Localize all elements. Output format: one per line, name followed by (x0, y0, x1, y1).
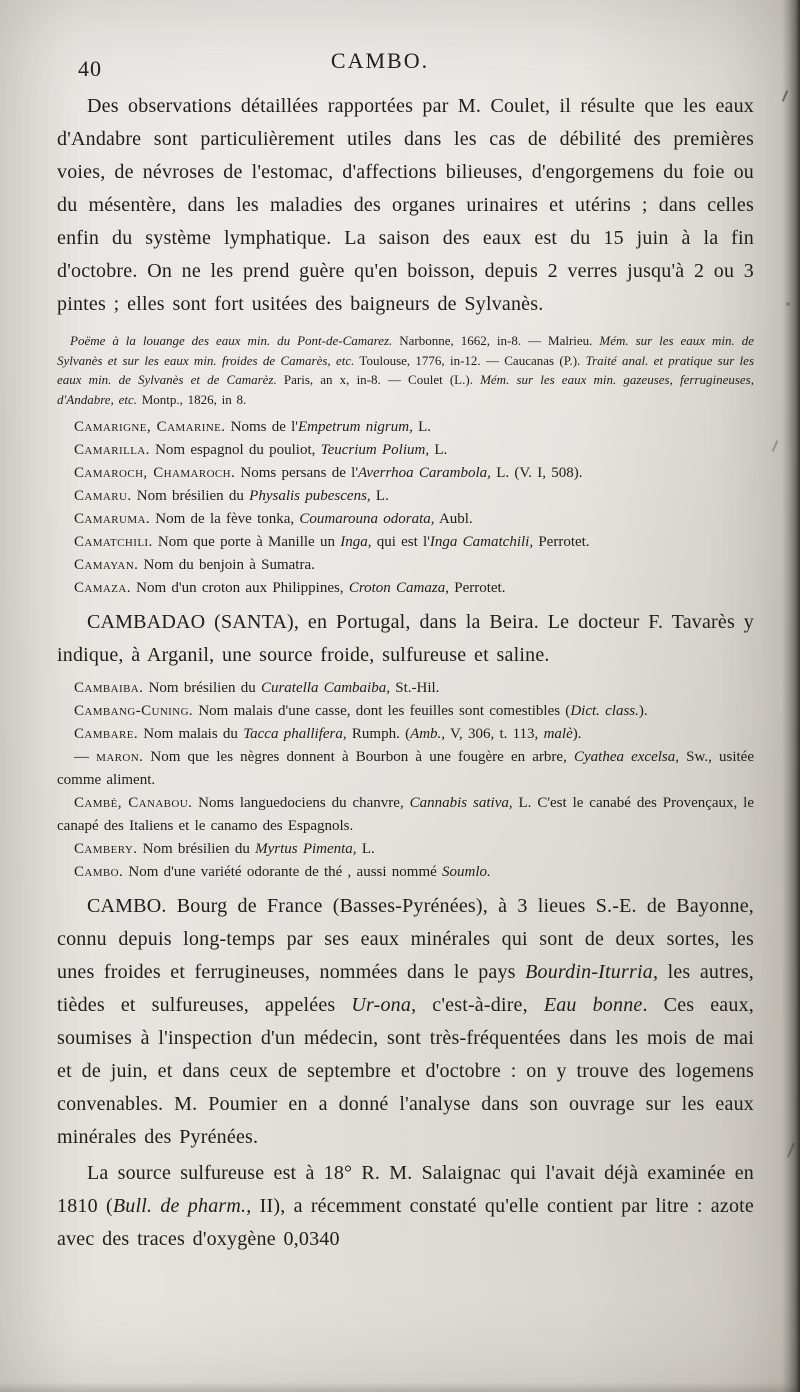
entry-camaroch (57, 462, 754, 485)
entry-camarilla (57, 439, 754, 462)
text-segment: Nom d'une variété odorante de thé , aussi nommé (123, 864, 443, 880)
text-blocks (57, 90, 754, 1256)
entry-headword: Camaza. (74, 580, 131, 596)
text-segment: Amb., (410, 726, 446, 742)
entry-cambaiba (57, 677, 754, 700)
text-segment: Nom malais du (138, 726, 244, 742)
text-segment: L. (V. I, 508). (490, 465, 583, 481)
page-header (0, 48, 800, 82)
page-number: 40 (78, 56, 102, 81)
text-segment: Empetrum nigrum, (298, 419, 413, 435)
text-segment: Noms languedociens du chanvre, (192, 795, 410, 811)
text-segment: CAMBADAO (SANTA), en Portugal, dans la Beira. Le docteur F. Tavarès y indique, à Arganil, une source froide, sulfureuse et saline. (57, 611, 754, 666)
text-segment: Soumlo. (442, 864, 491, 880)
text-segment: Nom d'un croton aux Philippines, (130, 580, 349, 596)
text-segment: Nom brésilien du (131, 488, 250, 504)
entry-headword: Camaruma. (74, 511, 151, 527)
text-segment: Coumarouna odorata, (299, 511, 435, 527)
text-segment: CAMBO. Bourg de France (Basses-Pyrénées), à 3 lieues S.-E. de Bayonne, connu depuis long-temps par ses eaux minérales qui sont de deux sortes, les unes froides et ferrugineuses, nommées dans le pays (57, 895, 754, 983)
text-segment: L. (356, 841, 375, 857)
cambadao-paragraph (57, 606, 754, 672)
entry-camaruma (57, 508, 754, 531)
entry-headword: Camayan. (74, 557, 139, 573)
text-segment: Traité anal. et pratique sur les eaux min. de Sylvanès et de Camarèz. (57, 352, 754, 387)
entry-camarigne (57, 416, 754, 439)
entry-headword: Cambé, Canabou. (74, 795, 193, 811)
text-segment: . Ces eaux, soumises à l'inspection d'un médecin, sont très-fréquentées dans les mois de mai et de juin, et dans ceux de septembre et d'octobre : on y trouve des logemens convenables. M. Poumier en a donné l'analyse dans son ouvrage sur les eaux minérales des Pyrénées. (57, 994, 754, 1148)
scan-artifact (772, 440, 779, 452)
text-segment: Curatella Cambaiba, (260, 680, 390, 696)
text-segment: ). (638, 703, 648, 719)
entry-headword: Cambo. (74, 864, 124, 880)
bibliography-note (57, 331, 754, 409)
text-segment: Croton Camaza, (348, 580, 449, 596)
text-segment: malè (543, 726, 573, 742)
text-segment: Myrtus Pimenta, (255, 841, 357, 857)
text-segment: Nom que porte à Manille un (152, 534, 341, 550)
text-segment: Narbonne, 1662, in-8. — Malrieu. (392, 333, 600, 348)
entry-cambare-maron (57, 746, 754, 792)
entry-headword: maron. (96, 749, 144, 765)
text-segment: qui est l' (371, 534, 430, 550)
entry-headword: Camatchili. (74, 534, 153, 550)
text-segment: Aubl. (434, 511, 473, 527)
text-segment: Ur-ona (351, 994, 412, 1016)
text-segment: V, 306, t. 113, (445, 726, 544, 742)
scan-bottom-shadow (0, 1382, 800, 1392)
entry-headword: Camarilla. (74, 442, 150, 458)
text-segment: II), a récemment constaté qu'elle contient par litre : azote avec des traces d'oxygène 0,0340 (57, 1195, 754, 1250)
entry-cambe-canabou (57, 792, 754, 838)
text-segment: Bourdin-Iturria (525, 961, 653, 983)
text-segment: Paris, an x, in-8. — Coulet (L.). (276, 372, 481, 387)
text-segment: Inga, (340, 534, 372, 550)
entry-cambery (57, 838, 754, 861)
entry-camaru (57, 485, 754, 508)
text-segment: Mém. sur les eaux min. de Sylvanès et sur les eaux min. froides de Camarès, etc. (57, 333, 754, 368)
entry-cambare (57, 723, 754, 746)
text-segment: Perrotet. (448, 580, 506, 596)
text-segment: Nom brésilien du (137, 841, 256, 857)
text-segment: Noms persans de l' (235, 465, 359, 481)
text-segment: Bull. de pharm., (112, 1195, 252, 1217)
text-segment: Eau bonne (543, 994, 643, 1016)
text-segment: , c'est-à-dire, (411, 994, 544, 1016)
running-title: CAMBO. (330, 48, 430, 73)
text-segment: Nom de la fève tonka, (150, 511, 300, 527)
entry-camaza (57, 577, 754, 600)
text-segment: — (74, 749, 97, 765)
entry-headword: Cambery. (74, 841, 138, 857)
entry-headword: Cambaiba. (74, 680, 144, 696)
entry-camatchili (57, 531, 754, 554)
entry-headword: Cambare. (74, 726, 139, 742)
entry-headword: Camaru. (74, 488, 132, 504)
text-segment: St.-Hil. (389, 680, 440, 696)
text-segment: La source sulfureuse est à 18° R. M. Salaignac qui l'avait déjà examinée en 1810 ( (57, 1162, 754, 1217)
scan-artifact (786, 302, 790, 306)
text-segment: Cyathea excelsa, (573, 749, 680, 765)
entry-cambang-cuning (57, 700, 754, 723)
cambo-main-paragraph (57, 890, 754, 1154)
entry-headword: Camarigne, Camarine. (74, 419, 226, 435)
text-segment: Nom espagnol du pouliot, (149, 442, 321, 458)
text-segment: , les autres, tièdes et sulfureuses, appelées (57, 961, 754, 1016)
text-segment: ). (572, 726, 582, 742)
text-segment: Nom que les nègres donnent à Bourbon à une fougère en arbre, (143, 749, 574, 765)
text-segment: Teucrium Polium, (320, 442, 430, 458)
text-segment: Sw., usitée comme aliment. (57, 749, 755, 788)
text-segment: Physalis pubescens (249, 488, 367, 504)
entry-headword: Cambang-Cuning. (74, 703, 194, 719)
text-segment: Nom du benjoin à Sumatra. (138, 557, 315, 573)
text-segment: L. (429, 442, 448, 458)
scan-edge-shadow (782, 0, 800, 1392)
text-segment: Poëme à la louange des eaux min. du Pont-de-Camarez. (70, 333, 393, 348)
text-segment: Cannabis sativa, (409, 795, 513, 811)
intro-paragraph (57, 90, 754, 321)
text-segment: Des observations détaillées rapportées par M. Coulet, il résulte que les eaux d'Andabre sont particulièrement utiles dans les cas de débilité des premières voies, de névroses de l'estomac, d'affections bilieuses, d'engorgemens du foie ou du mésentère, dans les maladies des organes urinaires et utérins ; dans celles enfin du système lymphatique. La saison des eaux est du 15 juin à la fin d'octobre. On ne les prend guère qu'en boisson, depuis 2 verres jusqu'à 2 ou 3 pintes ; elles sont fort usitées des baigneurs de Sylvanès. (57, 95, 754, 315)
source-sulfureuse-paragraph (57, 1157, 754, 1256)
entry-headword: Camaroch, Chamaroch. (74, 465, 236, 481)
text-segment: L. (412, 419, 431, 435)
text-segment: Nom brésilien du (143, 680, 261, 696)
text-segment: , Rumph. ( (342, 726, 411, 742)
text-segment: Toulouse, 1776, in-12. — Caucanas (P.). (354, 352, 586, 368)
text-segment: L. C'est le canabé des Provençaux, le canapé des Italiens et le canamo des Espagnols. (57, 795, 755, 834)
text-segment: Mém. sur les eaux min. gazeuses, ferrugineuses, d'Andabre, etc. (57, 372, 754, 407)
entry-cambo-the (57, 861, 754, 884)
text-segment: Noms de l' (225, 419, 298, 435)
entry-camayan (57, 554, 754, 577)
text-segment: Nom malais d'une casse, dont les feuilles sont comestibles ( (193, 703, 571, 719)
text-segment: Tacca phallifera (243, 726, 343, 742)
text-segment: Inga Camatchili, (429, 534, 534, 550)
text-segment: , L. (366, 488, 389, 504)
text-segment: Averrhoa Carambola, (358, 465, 491, 481)
text-segment: Perrotet. (533, 534, 590, 550)
text-segment: Dict. class. (570, 703, 639, 719)
text-segment: Montp., 1826, in 8. (136, 391, 247, 407)
